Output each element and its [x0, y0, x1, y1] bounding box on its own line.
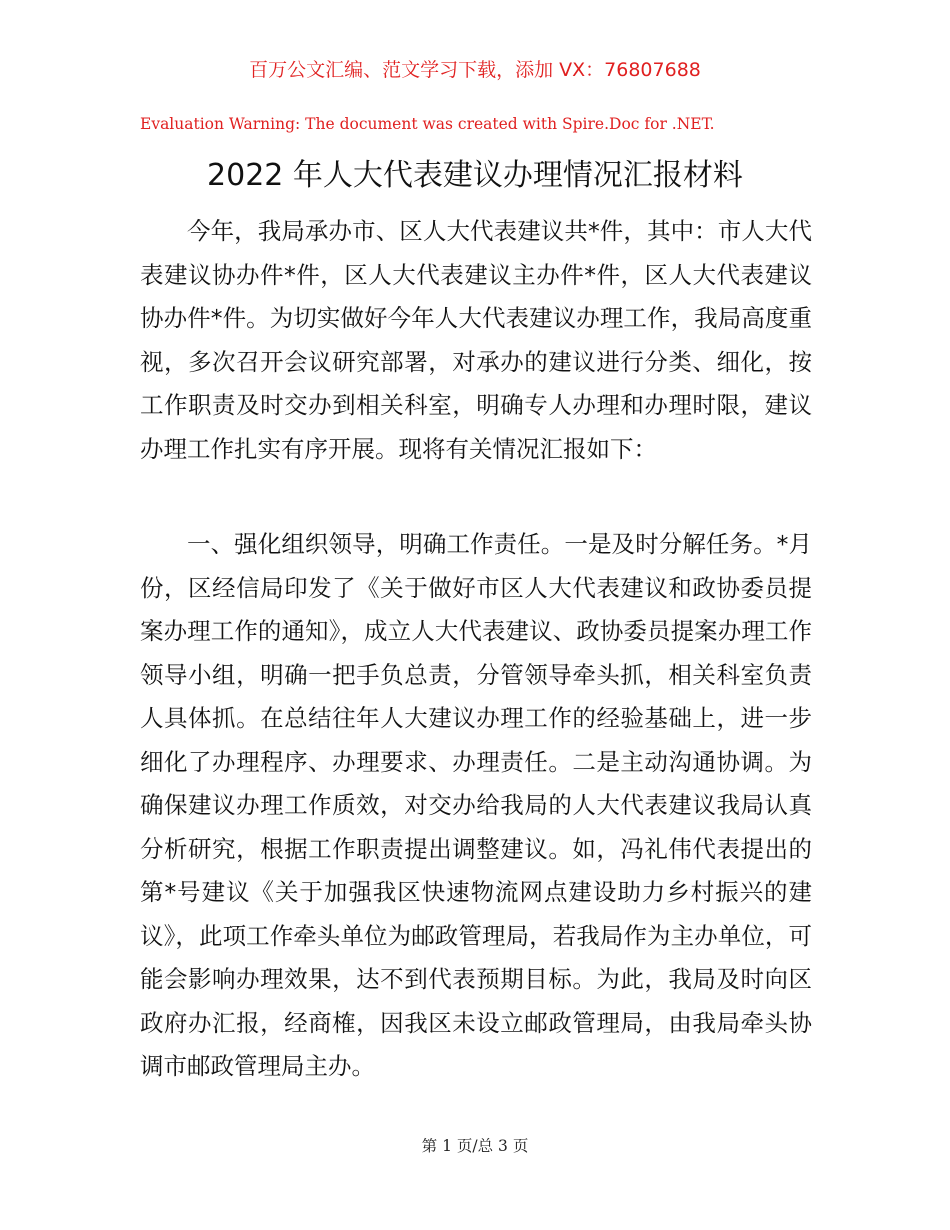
paragraph-section-one: 一、强化组织领导，明确工作责任。一是及时分解任务。*月份，区经信局印发了《关于做好市区人大代表建议和政协委员提案办理工作的通知》，成立人大代表建议、政协委员提案办理工作领导小组，明确一把手负总责，分管领导牵头抓，相关科室负责人具体抓。在总结往年人大建议办理工作的经验基础上，进一步细化了办理程序、办理要求、办理责任。二是主动沟通协调。为确保建议办理工作质效，对交办给我局的人大代表建议我局认真分析研究，根据工作职责提出调整建议。如，冯礼伟代表提出的第*号建议《关于加强我区快速物流网点建设助力乡村振兴的建议》，此项工作牵头单位为邮政管理局，若我局作为主办单位，可能会影响办理效果，达不到代表预期目标。为此，我局及时向区政府办汇报，经商榷，因我区未设立邮政管理局，由我局牵头协调市邮政管理局主办。 [140, 530, 812, 1080]
page-number: 第 1 页/总 3 页 [421, 1137, 529, 1155]
document-title: 2022 年人大代表建议办理情况汇报材料 [207, 158, 743, 193]
download-banner: 百万公文汇编、范文学习下载，添加 VX：76807688 [249, 59, 701, 81]
evaluation-warning: Evaluation Warning: The document was created with Spire.Doc for .NET. [140, 115, 715, 133]
paragraph-intro: 今年，我局承办市、区人大代表建议共*件，其中：市人大代表建议协办件*件，区人大代表建议主办件*件，区人大代表建议协办件*件。为切实做好今年人大代表建议办理工作，我局高度重视，多次召开会议研究部署，对承办的建议进行分类、细化，按工作职责及时交办到相关科室，明确专人办理和办理时限，建议办理工作扎实有序开展。现将有关情况汇报如下： [140, 217, 812, 463]
